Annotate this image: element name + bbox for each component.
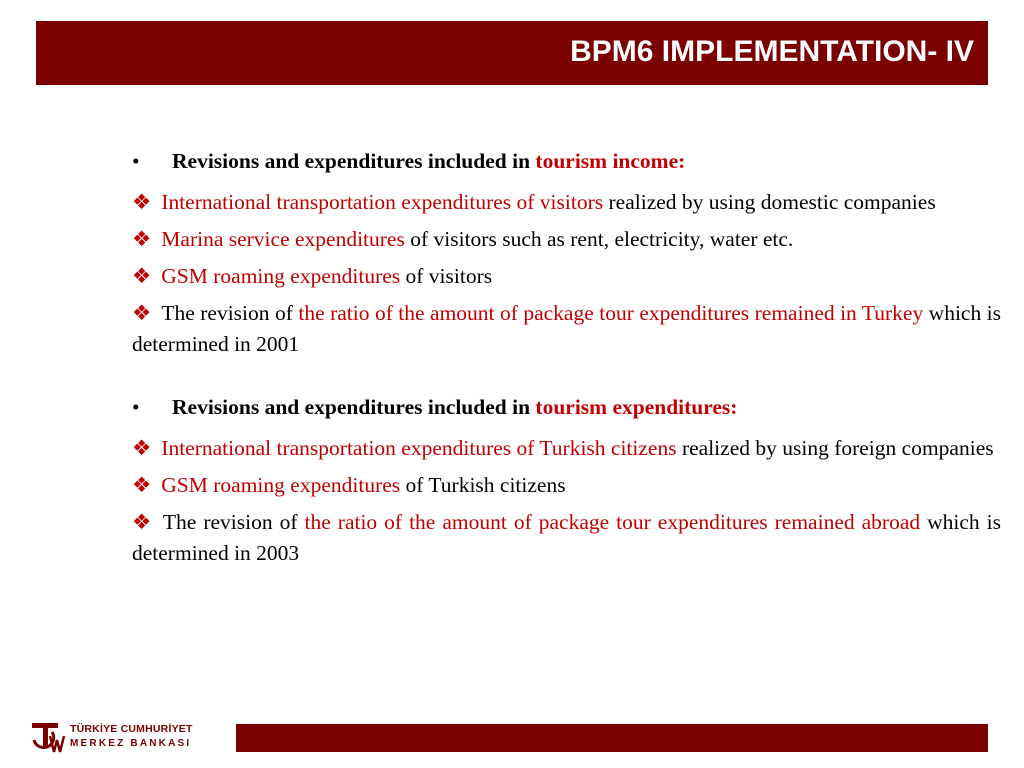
item-text-before: The revision of <box>161 301 293 325</box>
diamond-bullet-icon: ❖ <box>132 190 152 214</box>
diamond-bullet-icon: ❖ <box>132 473 152 497</box>
item-highlight: International transportation expenditures of Turkish citizens <box>161 436 677 460</box>
bullet-icon: • <box>132 395 140 419</box>
diamond-bullet-icon: ❖ <box>132 227 152 251</box>
item-highlight: International transportation expenditures of visitors <box>161 190 604 214</box>
item-highlight: the ratio of the amount of package tour expenditures remained in Turkey <box>298 301 924 325</box>
heading-prefix: Revisions and expenditures included in <box>172 395 531 419</box>
bullet-icon: • <box>132 149 140 173</box>
list-item <box>132 261 1001 292</box>
item-text: which is determined in 2003 <box>132 510 1002 565</box>
page-title: BPM6 IMPLEMENTATION- IV <box>570 35 974 68</box>
heading-highlight: tourism expenditures: <box>535 395 738 419</box>
item-text: of visitors such as rent, electricity, water etc. <box>410 227 794 251</box>
section-heading-income <box>132 146 1001 177</box>
diamond-bullet-icon: ❖ <box>132 264 152 288</box>
slide-content <box>132 146 1001 575</box>
item-highlight: the ratio of the amount of package tour expenditures remained abroad <box>304 510 921 534</box>
item-text: of Turkish citizens <box>405 473 566 497</box>
item-text: which is determined in 2001 <box>132 301 1002 356</box>
item-text: realized by using foreign companies <box>681 436 994 460</box>
tcmb-logo-icon <box>28 718 66 756</box>
logo-text-line2: MERKEZ BANKASI <box>70 738 192 749</box>
list-item <box>132 298 1001 360</box>
item-text: realized by using domestic companies <box>608 190 936 214</box>
item-highlight: Marina service expenditures <box>161 227 405 251</box>
title-bar <box>36 21 988 85</box>
logo-text-line1: TÜRKİYE CUMHURİYET <box>70 723 193 735</box>
central-bank-logo <box>28 716 208 760</box>
list-item <box>132 224 1001 255</box>
list-item <box>132 507 1001 569</box>
diamond-bullet-icon: ❖ <box>132 510 153 534</box>
section-spacer <box>132 366 1001 392</box>
footer-bar <box>236 724 988 752</box>
diamond-bullet-icon: ❖ <box>132 301 152 325</box>
item-highlight: GSM roaming expenditures <box>161 264 401 288</box>
item-highlight: GSM roaming expenditures <box>161 473 401 497</box>
heading-prefix: Revisions and expenditures included in <box>172 149 531 173</box>
list-item <box>132 433 1001 464</box>
heading-highlight: tourism income: <box>535 149 686 173</box>
diamond-bullet-icon: ❖ <box>132 436 152 460</box>
list-item <box>132 187 1001 218</box>
item-text: of visitors <box>405 264 493 288</box>
section-heading-expenditures <box>132 392 1001 423</box>
list-item <box>132 470 1001 501</box>
item-text-before: The revision of <box>162 510 298 534</box>
